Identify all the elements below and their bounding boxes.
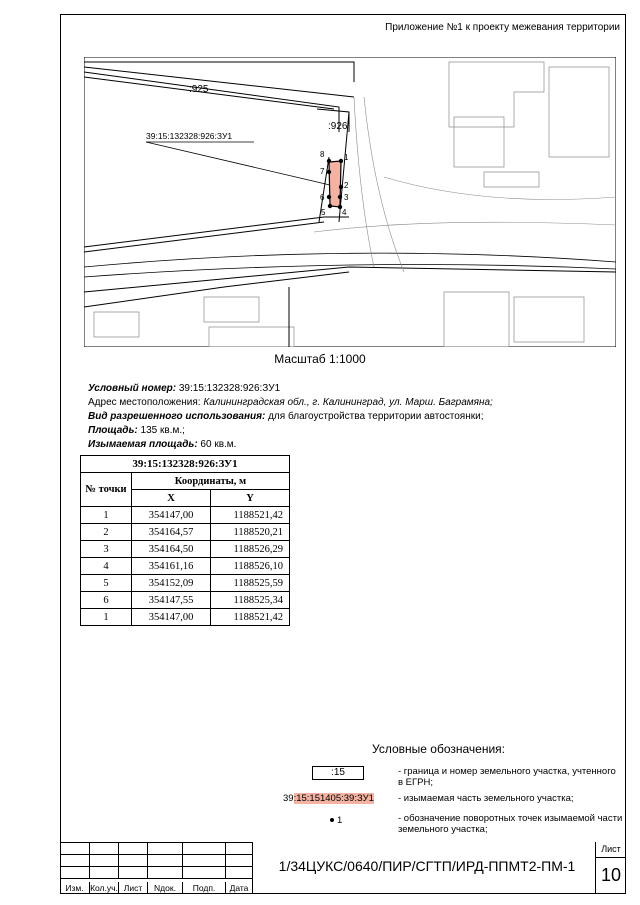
y-cell: 1188521,42: [211, 609, 290, 626]
table-row: [81, 524, 290, 541]
y-cell: 1188520,21: [211, 524, 290, 541]
col-coords: Координаты, м: [132, 473, 290, 490]
document-code: 1/34ЦУКС/0640/ПИР/СГТП/ИРД-ППМТ2-ПМ-1: [278, 858, 576, 874]
parcel-925-label: :925: [189, 84, 209, 95]
y-cell: 1188526,10: [211, 558, 290, 575]
appendix-caption: Приложение №1 к проекту межевания территории: [385, 22, 620, 33]
x-cell: 354147,00: [132, 507, 211, 524]
x-cell: 354161,16: [132, 558, 211, 575]
parcel-info: [88, 382, 493, 452]
x-cell: 354152,09: [132, 575, 211, 592]
point-cell: 3: [81, 541, 132, 558]
point-cell: 6: [81, 592, 132, 609]
legend-zu-desc: - изымаемая часть земельного участка;: [398, 793, 574, 804]
table-row: [81, 558, 290, 575]
parcel-926-label: :926: [328, 121, 348, 132]
area-value: 135 кв.м.;: [137, 425, 185, 436]
y-cell: 1188525,34: [211, 592, 290, 609]
legend-zu-highlight: :15:151405:39:ЗУ1: [293, 793, 374, 804]
addr-label: Адрес местоположения:: [88, 397, 201, 408]
point-cell: 2: [81, 524, 132, 541]
seized-label: Изымаемая площадь:: [88, 439, 198, 450]
legend-point-desc: - обозначение поворотных точек изымаемой части земельного участка;: [398, 813, 623, 835]
sheet-label: Лист: [595, 842, 626, 858]
legend-title: Условные обозначения:: [372, 742, 505, 756]
stamp-col: Изм.: [65, 883, 84, 893]
point-label: 7: [320, 167, 325, 176]
legend-point-sample: [330, 815, 342, 826]
legend-parcel-desc: - граница и номер земельного участка, учтенного в ЕГРН;: [398, 766, 616, 788]
stamp-col: Кол.уч.: [90, 883, 118, 893]
y-cell: 1188521,42: [211, 507, 290, 524]
sheet-number: 10: [595, 857, 626, 894]
use-value: для благоустройства территории автостоянки;: [265, 411, 484, 422]
legend-parcel-box: :15: [312, 766, 364, 780]
point-cell: 5: [81, 575, 132, 592]
map-scale: Масштаб 1:1000: [274, 352, 366, 366]
stamp-col: Дата: [225, 882, 252, 894]
table-row: [81, 592, 290, 609]
legend-zu-sample: [283, 793, 374, 804]
col-x: X: [132, 490, 211, 507]
stamp-col: Лист: [118, 882, 147, 894]
table-title: 39:15:132328:926:ЗУ1: [81, 456, 290, 473]
table-row: [81, 575, 290, 592]
point-cell: 1: [81, 507, 132, 524]
legend-zu-prefix: 39: [283, 793, 294, 804]
cond-value: 39:15:132328:926:ЗУ1: [176, 383, 281, 394]
col-point: № точки: [81, 473, 132, 507]
point-label: 6: [320, 193, 325, 202]
table-row: [81, 541, 290, 558]
x-cell: 354164,50: [132, 541, 211, 558]
coordinates-table: [80, 455, 290, 626]
stamp-labels: [60, 882, 252, 894]
point-cell: 4: [81, 558, 132, 575]
point-label: 8: [320, 150, 325, 159]
addr-value: Калининградская обл., г. Калининград, ул. Марш. Баграмяна;: [200, 397, 493, 408]
table-row: [81, 507, 290, 524]
point-cell: 1: [81, 609, 132, 626]
seized-value: 60 кв.м.: [197, 439, 237, 450]
col-y: Y: [211, 490, 290, 507]
stamp-col: Nдок.: [147, 882, 182, 894]
x-cell: 354164,57: [132, 524, 211, 541]
table-row: [81, 609, 290, 626]
legend-point-label: 1: [337, 815, 343, 826]
x-cell: 354147,00: [132, 609, 211, 626]
cadastral-map: [84, 57, 616, 347]
stamp-grid: [60, 842, 253, 879]
point-label: 4: [342, 208, 347, 217]
point-label: 3: [344, 193, 349, 202]
zu-parcel: [329, 161, 341, 207]
x-cell: 354147,55: [132, 592, 211, 609]
map-border: [84, 57, 616, 347]
point-label: 5: [321, 208, 326, 217]
cond-label: Условный номер:: [88, 383, 177, 394]
use-label: Вид разрешенного использования:: [88, 411, 266, 422]
area-label: Площадь:: [88, 425, 138, 436]
point-dot-icon: [330, 818, 334, 822]
point-label: 2: [344, 181, 349, 190]
title-block: [60, 842, 626, 894]
zu-callout-label: 39:15:132328:926:ЗУ1: [146, 131, 233, 141]
stamp-col: Подп.: [182, 882, 225, 894]
y-cell: 1188525,59: [211, 575, 290, 592]
point-label: 1: [344, 153, 349, 162]
y-cell: 1188526,29: [211, 541, 290, 558]
